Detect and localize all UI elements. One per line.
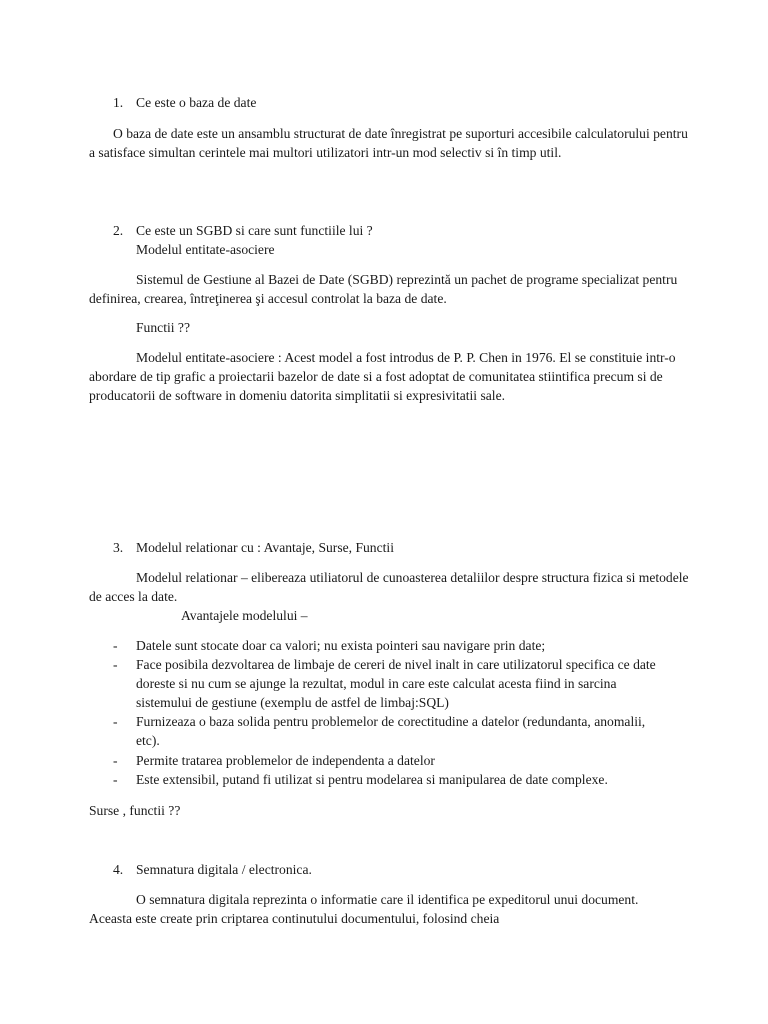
section-3-footer: Surse , functii ??	[89, 803, 181, 818]
section-2-title: Ce este un SGBD si care sunt functiile lui ?	[136, 223, 373, 238]
section-2-functii: Functii ??	[136, 320, 190, 335]
bullet-marker: -	[113, 753, 118, 768]
bullet-marker: -	[113, 657, 118, 672]
section-1-paragraph: O baza de date este un ansamblu structurat de date înregistrat pe suporturi accesibile calculatorului pentru a satisface simultan cerintele mai multori utilizatori intr-un mod selectiv si în timp util.	[89, 126, 688, 160]
section-4-number: 4.	[113, 862, 124, 877]
section-1-title: Ce este o baza de date	[136, 95, 257, 110]
bullet-marker: -	[113, 714, 118, 729]
section-2-number: 2.	[113, 223, 124, 238]
section-3-paragraph: Modelul relationar – elibereaza utiliatorul de cunoasterea detaliilor despre structura fizica si metodele de acces la date.	[89, 570, 689, 604]
section-1-number: 1.	[113, 95, 124, 110]
section-4-paragraph: O semnatura digitala reprezinta o informatie care il identifica pe expeditorul unui document. Aceasta este create prin criptarea continutului documentului, folosind cheia	[89, 892, 639, 926]
section-3-number: 3.	[113, 540, 124, 555]
list-item: Permite tratarea problemelor de independenta a datelor	[136, 753, 435, 768]
list-item: Face posibila dezvoltarea de limbaje de cereri de nivel inalt in care utilizatorul specifica ce date doreste si nu cum se ajunge la rezultat, modul in care este calculat acesta fiind in sarcina sistemului de gestiune (exemplu de astfel de limbaj:SQL)	[136, 657, 656, 710]
section-4-title: Semnatura digitala / electronica.	[136, 862, 312, 877]
section-3-title: Modelul relationar cu : Avantaje, Surse, Functii	[136, 540, 394, 555]
section-2-subtitle: Modelul entitate-asociere	[136, 242, 275, 257]
bullet-marker: -	[113, 772, 118, 787]
section-3-advantages-title: Avantajele modelului –	[181, 608, 308, 623]
list-item: Furnizeaza o baza solida pentru problemelor de corectitudine a datelor (redundanta, anomalii, etc).	[136, 714, 646, 748]
bullet-marker: -	[113, 638, 118, 653]
list-item: Este extensibil, putand fi utilizat si pentru modelarea si manipularea de date complexe.	[136, 772, 608, 787]
list-item: Datele sunt stocate doar ca valori; nu exista pointeri sau navigare prin date;	[136, 638, 546, 653]
section-2-paragraph-1: Sistemul de Gestiune al Bazei de Date (SGBD) reprezintă un pachet de programe specializat pentru definirea, crearea, întreţinerea şi accesul controlat la baza de date.	[89, 272, 678, 306]
section-2-paragraph-2: Modelul entitate-asociere : Acest model a fost introdus de P. P. Chen in 1976. El se constituie intr-o abordare de tip grafic a proiectarii bazelor de date si a fost adoptat de comunitatea stiintifica precum si de producatorii de software in domeniu datorita simplitatii si expresivitatii sale.	[89, 350, 676, 403]
